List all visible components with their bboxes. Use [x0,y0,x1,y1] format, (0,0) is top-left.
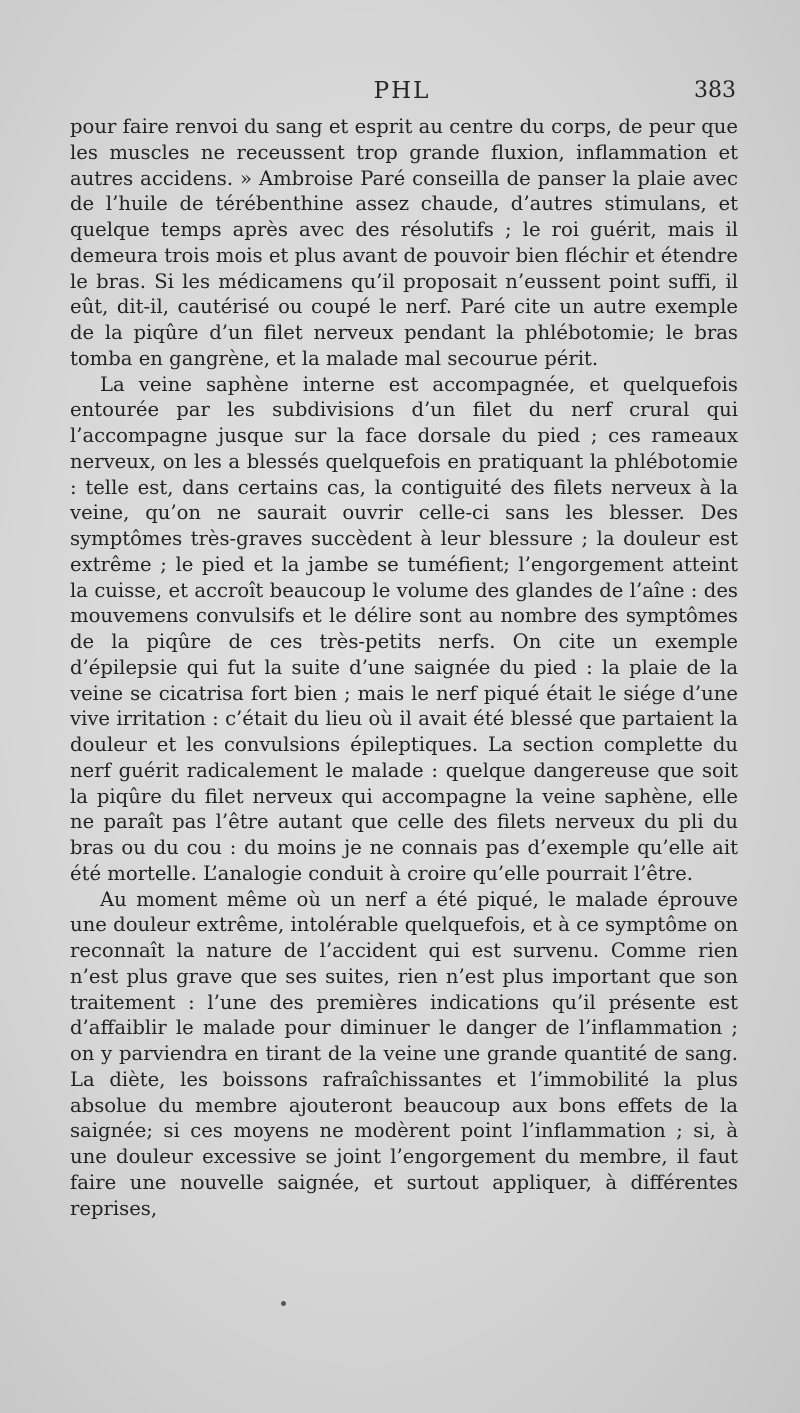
page-number: 383 [694,78,736,103]
ink-mark [281,1301,286,1306]
paragraph-continuation: pour faire renvoi du sang et esprit au centre du corps, de peur que les muscles ne receussent trop grande fluxion, inflammation et autres accidens. » Ambroise Paré conseilla de panser la plaie avec de l’huile de térébenthine assez chaude, d’autres stimulans, et quelque temps après avec des résolutifs ; le roi guérit, mais il demeura trois mois et plus avant de pouvoir bien fléchir et étendre le bras. Si les médicamens qu’il proposait n’eussent point suffi, il eût, dit-il, cautérisé ou coupé le nerf. Paré cite un autre exemple de la piqûre d’un filet nerveux pendant la phlébotomie; le bras tomba en gangrène, et la malade mal secourue périt. [70,115,738,370]
page-header [68,78,736,114]
body-text [70,114,738,1221]
paragraph-treatment: Au moment même où un nerf a été piqué, le malade éprouve une douleur extrême, intolérable quelquefois, et à ce symptôme on reconnaît la nature de l’accident qui est survenu. Comme rien n’est plus grave que ses suites, rien n’est plus important que son traitement : l’une des premières indications qu’il présente est d’affaiblir le malade pour diminuer le danger de l’inflammation ; on y parviendra en tirant de la veine une grande quantité de sang. La diète, les boissons rafraîchissantes et l’immobilité la plus absolue du membre ajouteront beaucoup aux bons effets de la saignée; si ces moyens ne modèrent point l’inflammation ; si, à une douleur excessive se joint l’engorgement du membre, il faut faire une nouvelle saignée, et surtout appliquer, à différentes reprises, [70,887,738,1220]
running-head: PHL [373,78,431,104]
paragraph-saphene: La veine saphène interne est accompagnée, et quelquefois entourée par les subdivisions d’un filet du nerf crural qui l’accompagne jusque sur la face dorsale du pied ; ces rameaux nerveux, on les a blessés quelquefois en pratiquant la phlébotomie : telle est, dans certains cas, la contiguité des filets nerveux à la veine, qu’on ne saurait ouvrir celle-ci sans les blesser. Des symptômes très-graves succèdent à leur blessure ; la douleur est extrême ; le pied et la jambe se tuméfient; l’engorgement atteint la cuisse, et accroît beaucoup le volume des glandes de l’aîne : des mouvemens convulsifs et le délire sont au nombre des symptômes de la piqûre de ces très-petits nerfs. On cite un exemple d’épilepsie qui fut la suite d’une saignée du pied : la plaie de la veine se cicatrisa fort bien ; mais le nerf piqué était le siége d’une vive irritation : c’était du lieu où il avait été blessé que partaient la douleur et les convulsions épileptiques. La section complette du nerf guérit radicalement le malade : quelque dangereuse que soit la piqûre du filet nerveux qui accompagne la veine saphène, elle ne paraît pas l’être autant que celle des filets nerveux du pli du bras ou du cou : du moins je ne connais pas d’exemple qu’elle ait été mortelle. L’analogie conduit à croire qu’elle pourrait l’être. [70,372,738,885]
